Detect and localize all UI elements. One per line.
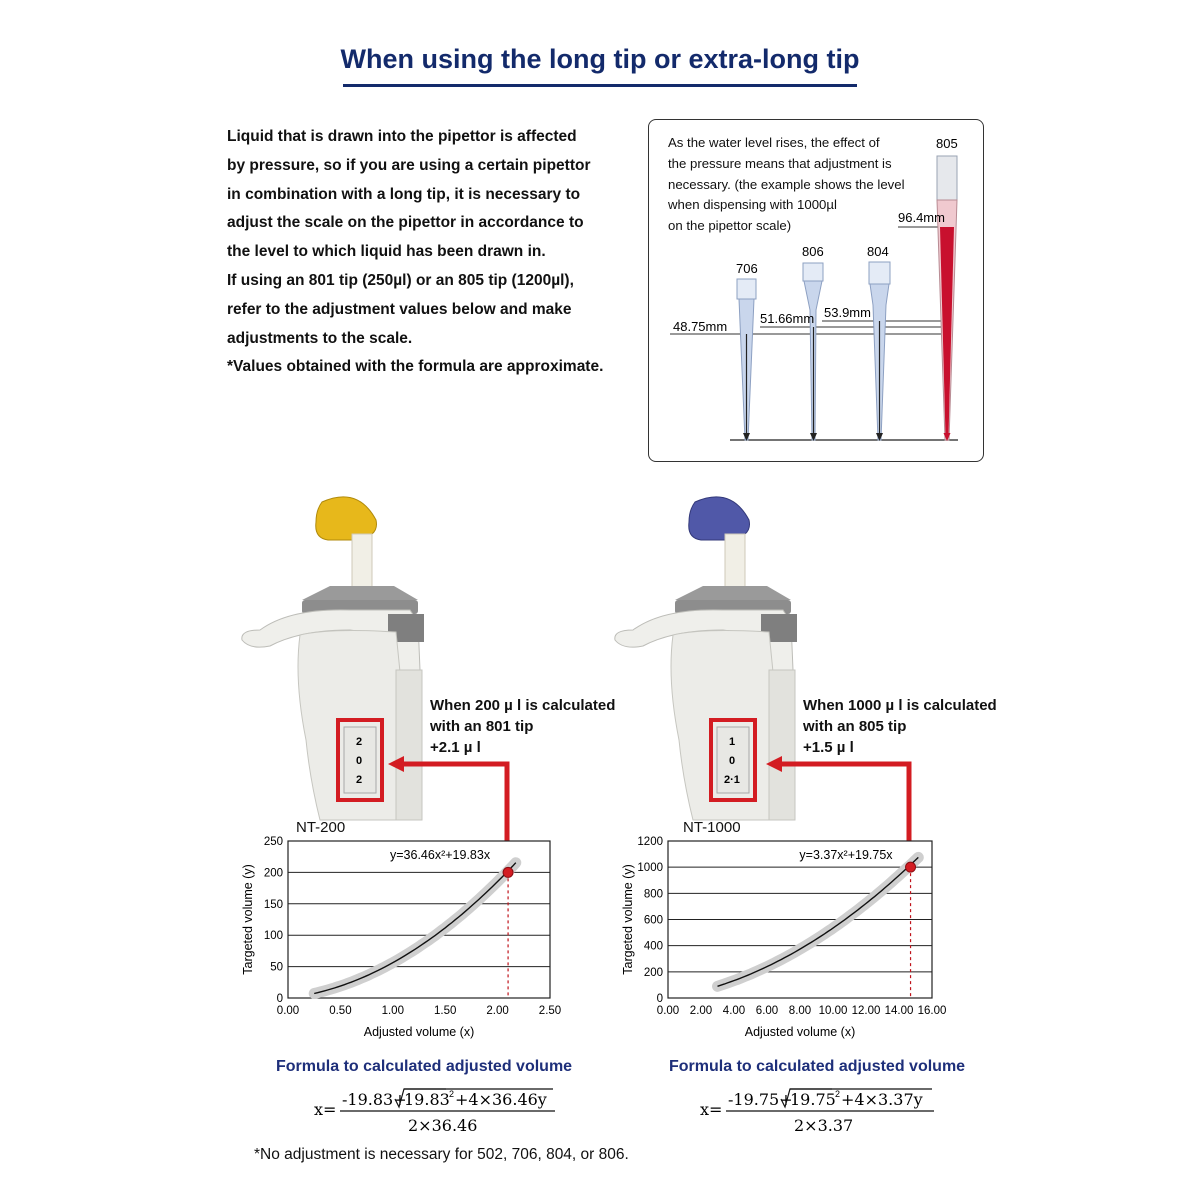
intro-line: adjustments to the scale. (227, 329, 413, 347)
y-tick-label: 0 (276, 993, 283, 1005)
chart-nt200 (235, 830, 575, 1045)
intro-line: refer to the adjustment values below and make (227, 300, 572, 318)
data-point (503, 867, 513, 877)
formula-radicand: 19.75 (790, 1090, 836, 1109)
formula-lhs: x= (700, 1100, 723, 1119)
y-tick-label: 200 (263, 867, 283, 880)
y-tick-label: 0 (656, 993, 663, 1005)
y-axis-label: Targeted volume (y) (621, 864, 635, 975)
level-806-label: 51.66mm (760, 311, 815, 326)
page-title: When using the long tip or extra-long tip (340, 44, 860, 74)
x-tick-label: 4.00 (722, 1005, 746, 1017)
equation-label: y=36.46x²+19.83x (390, 848, 491, 862)
formula-exponent: 2 (835, 1089, 841, 1099)
y-tick-label: 100 (263, 930, 283, 943)
left-arrow-head (388, 756, 404, 772)
callout-line: When 200 µ l is calculated (430, 697, 616, 714)
x-tick-label: 2.50 (538, 1005, 562, 1017)
x-tick-label: 2.00 (486, 1005, 509, 1017)
x-tick-label: 12.00 (851, 1005, 881, 1017)
level-804-label: 53.9mm (824, 305, 871, 320)
x-tick-label: 1.50 (434, 1005, 457, 1017)
dial-digit: 0 (729, 755, 736, 767)
dial-digit: 1 (729, 736, 736, 748)
intro-line: the level to which liquid has been drawn in. (227, 243, 546, 261)
x-tick-label: 1.00 (381, 1005, 404, 1017)
left-callout (430, 695, 615, 758)
formula-denominator: 2×36.46 (408, 1116, 478, 1135)
y-tick-label: 50 (270, 961, 283, 974)
x-axis-label: Adjusted volume (x) (363, 1025, 475, 1039)
formula-title-left: Formula to calculated adjusted volume (276, 1058, 573, 1075)
chart-title-nt1000: NT-1000 (683, 819, 741, 836)
callout-line: with an 801 tip (430, 718, 534, 735)
formula-lhs: x= (314, 1100, 337, 1119)
level-706-label: 48.75mm (673, 319, 728, 334)
caption-line: As the water level rises, the effect of (668, 135, 880, 150)
x-tick-label: 0.00 (276, 1005, 300, 1017)
formula-radicand: 19.83 (404, 1090, 450, 1109)
formula-radicand-rest: +4×36.46y (455, 1090, 547, 1109)
caption-line: necessary. (the example shows the level (668, 176, 905, 192)
formula-numerator-a: -19.75+ (728, 1090, 793, 1109)
x-tick-label: 8.00 (788, 1005, 812, 1017)
tip-805-label: 805 (936, 136, 958, 151)
x-tick-label: 2.00 (689, 1005, 713, 1017)
level-805-label: 96.4mm (898, 210, 945, 225)
intro-line: by pressure, so if you are using a certain pipettor (227, 156, 591, 174)
x-tick-label: 0.50 (329, 1005, 352, 1017)
callout-line: +1.5 µ l (803, 739, 854, 756)
intro-line: adjust the scale on the pipettor in accordance to (227, 214, 584, 232)
x-axis-label: Adjusted volume (x) (744, 1025, 856, 1039)
dial-digit: 0 (356, 755, 363, 767)
tip-706-label: 706 (736, 261, 758, 276)
formula-radicand-rest: +4×3.37y (841, 1090, 923, 1109)
formula-title-right: Formula to calculated adjusted volume (669, 1058, 966, 1075)
y-tick-label: 400 (643, 940, 663, 953)
x-tick-label: 0.00 (656, 1005, 680, 1017)
y-tick-label: 150 (263, 898, 283, 911)
approximation-note: *Values obtained with the formula are approximate. (227, 358, 604, 376)
tip-804-label: 804 (867, 244, 889, 259)
chart-title-nt200: NT-200 (296, 819, 346, 836)
y-tick-label: 600 (643, 914, 663, 927)
x-tick-label: 6.00 (755, 1005, 779, 1017)
x-tick-label: 10.00 (818, 1005, 848, 1017)
x-tick-label: 14.00 (884, 1005, 914, 1017)
equation-label: y=3.37x²+19.75x (799, 848, 893, 862)
intro-line: in combination with a long tip, it is necessary to (227, 185, 581, 203)
tip-806-label: 806 (802, 244, 824, 259)
intro-line: Liquid that is drawn into the pipettor is affected (227, 128, 577, 145)
y-axis-label: Targeted volume (y) (241, 864, 255, 975)
formula-right (690, 1085, 970, 1141)
y-tick-label: 200 (643, 966, 663, 979)
intro-line: If using an 801 tip (250µl) or an 805 tip (1200µl), (227, 271, 574, 289)
right-arrow-head (766, 756, 782, 772)
x-tick-label: 16.00 (917, 1005, 947, 1017)
formula-numerator-a: -19.83+ (342, 1090, 407, 1109)
caption-line: on the pipettor scale) (668, 218, 792, 234)
formula-exponent: 2 (449, 1089, 455, 1099)
callout-line: +2.1 µ l (430, 739, 481, 756)
dial-digit: 2·1 (724, 774, 740, 786)
y-tick-label: 1000 (637, 862, 663, 875)
y-tick-label: 250 (263, 836, 283, 848)
dial-digit: 2 (356, 774, 363, 786)
y-tick-label: 1200 (637, 836, 663, 848)
formula-denominator: 2×3.37 (794, 1116, 854, 1135)
callout-line: with an 805 tip (803, 718, 907, 735)
caption-line: when dispensing with 1000µl (668, 197, 837, 213)
callout-line: When 1000 µ l is calculated (803, 697, 997, 714)
right-callout (803, 695, 997, 758)
chart-nt1000 (612, 830, 957, 1045)
y-tick-label: 800 (643, 888, 663, 901)
data-point (906, 862, 916, 872)
footnote: *No adjustment is necessary for 502, 706, 804, or 806. (254, 1146, 629, 1163)
caption-line: the pressure means that adjustment is (668, 155, 892, 171)
dial-digit: 2 (356, 736, 363, 748)
formula-left (300, 1085, 580, 1141)
